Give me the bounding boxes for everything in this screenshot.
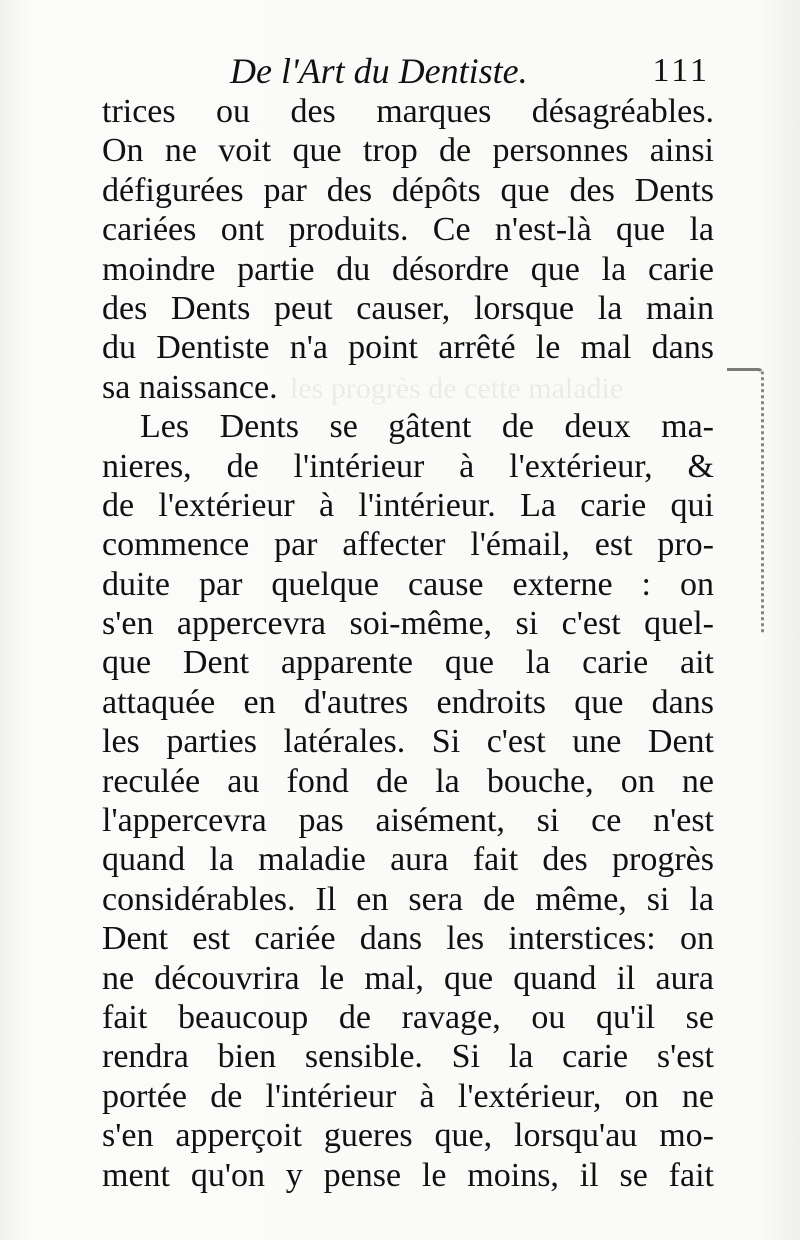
text-line: s'en apperçoit gueres que, lorsqu'au mo- — [102, 1117, 714, 1155]
text-line: fait beaucoup de ravage, ou qu'il se — [102, 998, 714, 1036]
text-line: ment qu'on y pense le moins, il se fait — [102, 1156, 714, 1194]
page-number: 111 — [652, 52, 710, 89]
text-line: du Dentiste n'a point arrêté le mal dans — [102, 329, 714, 367]
text-line: sa naissance. — [102, 368, 278, 406]
text-line: considérables. Il en sera de même, si la — [102, 880, 714, 918]
text-line: moindre partie du désordre que la carie — [102, 250, 714, 288]
text-line: duite par quelque cause externe : on — [102, 565, 714, 603]
text-line: cariées ont produits. Ce n'est-là que la — [102, 211, 714, 249]
text-line: que Dent apparente que la carie ait — [102, 644, 714, 682]
text-line: des Dents peut causer, lorsque la main — [102, 289, 714, 327]
text-line: attaquée en d'autres endroits que dans — [102, 683, 714, 721]
text-line: s'en appercevra soi-même, si c'est quel- — [102, 605, 714, 643]
text-line: de l'extérieur à l'intérieur. La carie qui — [102, 486, 714, 524]
text-line: rendra bien sensible. Si la carie s'est — [102, 1038, 714, 1076]
text-line: On ne voit que trop de personnes ainsi — [102, 132, 714, 170]
page-header — [230, 50, 710, 92]
running-title: De l'Art du Dentiste. — [230, 51, 528, 91]
paragraph-start-line: Les Dents se gâtent de deux ma- — [140, 408, 714, 446]
text-line: commence par affecter l'émail, est pro- — [102, 526, 714, 564]
show-through-text: les progrès de cette maladie — [290, 372, 624, 405]
body-text — [102, 92, 714, 1195]
text-line: défigurées par des dépôts que des Dents — [102, 171, 714, 209]
text-line: quand la maladie aura fait des progrès — [102, 841, 714, 879]
text-line: ne découvrira le mal, que quand il aura — [102, 959, 714, 997]
text-line: les parties latérales. Si c'est une Dent — [102, 723, 714, 761]
text-line: portée de l'intérieur à l'extérieur, on ne — [102, 1077, 714, 1115]
text-line: Dent est cariée dans les interstices: on — [102, 920, 714, 958]
text-line: l'appercevra pas aisément, si ce n'est — [102, 802, 714, 840]
text-line: trices ou des marques désagréables. — [102, 93, 714, 130]
text-line: reculée au fond de la bouche, on ne — [102, 762, 714, 800]
text-line: nieres, de l'intérieur à l'extérieur, & — [102, 447, 714, 485]
margin-ink-mark — [727, 368, 764, 633]
